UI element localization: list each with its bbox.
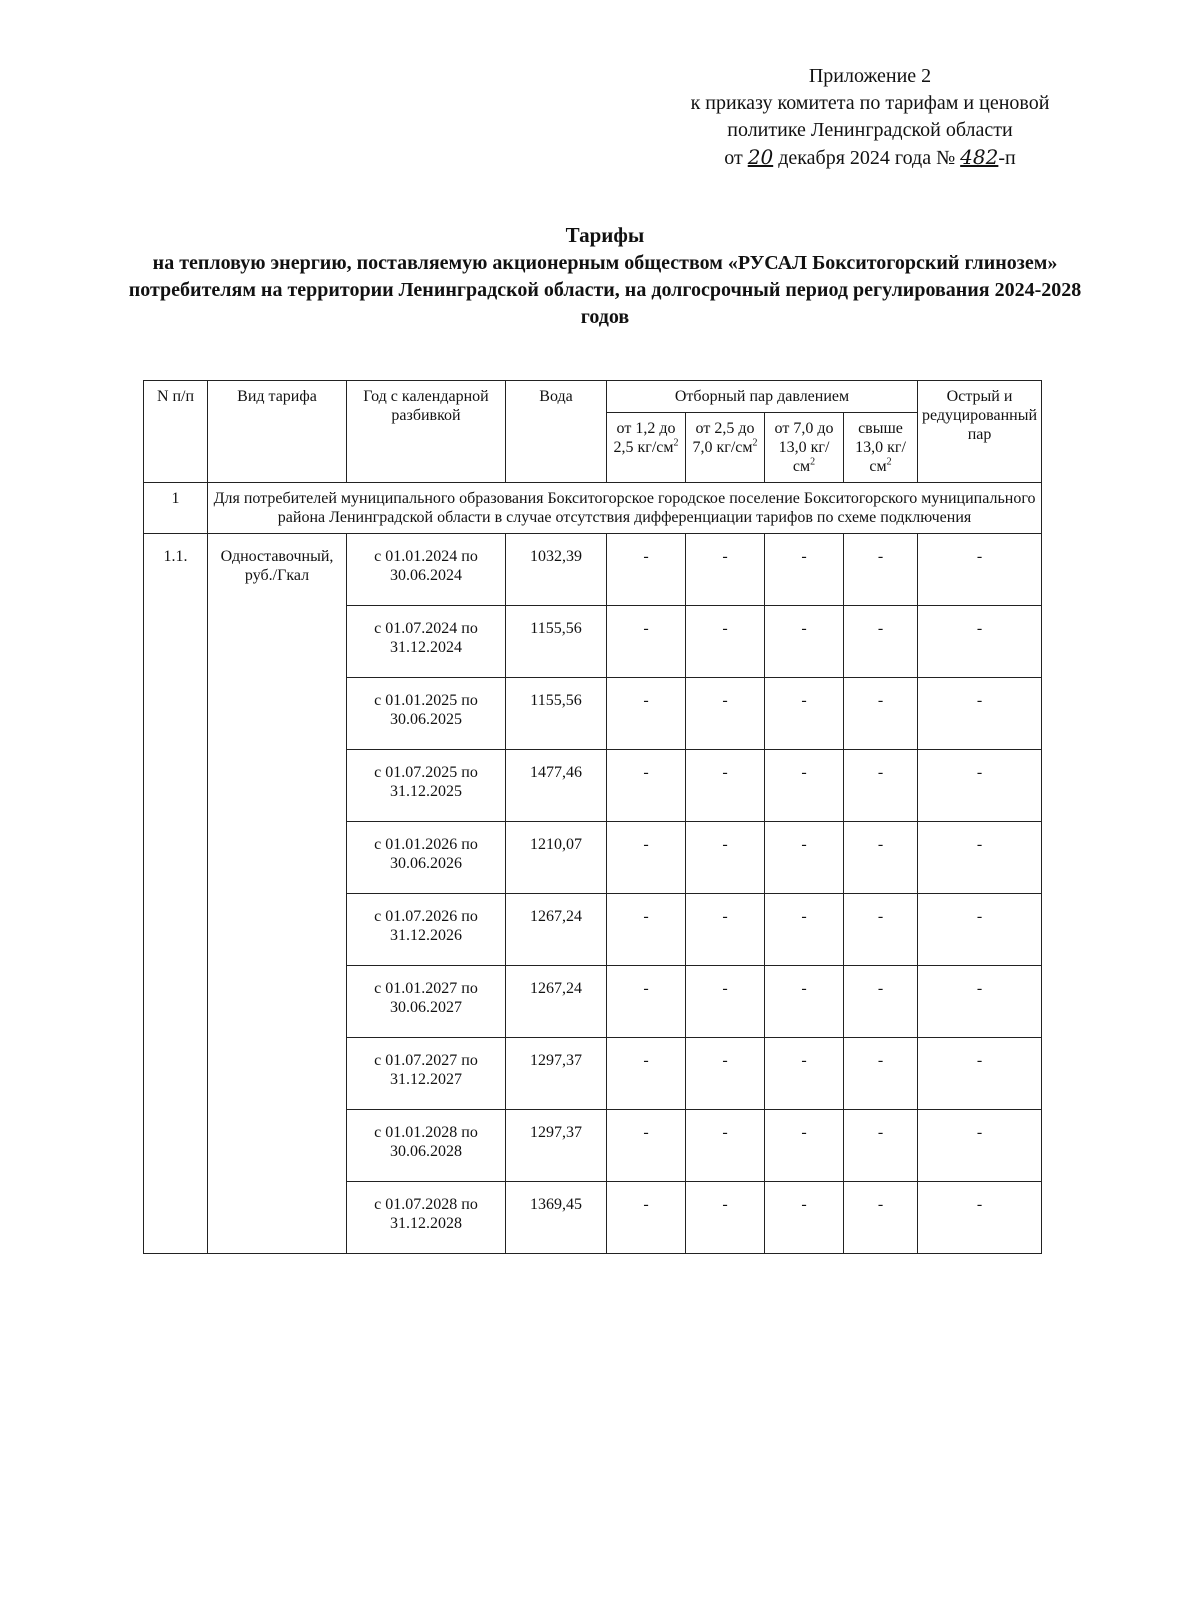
item-kind: Одноставочный, руб./Гкал <box>208 534 347 1254</box>
handwritten-day: 20 <box>747 145 774 169</box>
water-value-cell: 1477,46 <box>506 750 607 822</box>
water-value-cell: 1267,24 <box>506 966 607 1038</box>
empty-value-cell: - <box>918 606 1042 678</box>
header-water: Вода <box>506 381 607 483</box>
appendix-date-line <box>620 144 1120 172</box>
appendix-line2: к приказу комитета по тарифам и ценовой <box>690 92 1050 114</box>
title-subtitle: на тепловую энергию, поставляемую акционерным обществом «РУСАЛ Бокситогорский глинозем» потребителям на территории Ленинградской области, на долгосрочный период регулирования 2024-2028 годов <box>128 252 1082 328</box>
document-title <box>110 222 1100 331</box>
empty-value-cell: - <box>844 1038 918 1110</box>
title-main: Тарифы <box>565 223 645 247</box>
empty-value-cell: - <box>607 750 686 822</box>
empty-value-cell: - <box>918 822 1042 894</box>
period-cell: с 01.07.2024 по 31.12.2024 <box>347 606 506 678</box>
empty-value-cell: - <box>844 822 918 894</box>
appendix-header <box>620 63 1120 172</box>
empty-value-cell: - <box>918 1038 1042 1110</box>
empty-value-cell: - <box>686 1110 765 1182</box>
empty-value-cell: - <box>765 1038 844 1110</box>
empty-value-cell: - <box>918 534 1042 606</box>
header-year: Год с календарной разбивкой <box>347 381 506 483</box>
empty-value-cell: - <box>686 1038 765 1110</box>
header-steam-3: от 7,0 до 13,0 $кг/см^2$ <box>765 413 844 483</box>
empty-value-cell: - <box>607 894 686 966</box>
empty-value-cell: - <box>844 678 918 750</box>
water-value-cell: 1210,07 <box>506 822 607 894</box>
empty-value-cell: - <box>607 606 686 678</box>
empty-value-cell: - <box>918 1182 1042 1254</box>
water-value-cell: 1297,37 <box>506 1110 607 1182</box>
empty-value-cell: - <box>765 822 844 894</box>
empty-value-cell: - <box>607 678 686 750</box>
tariff-table <box>143 380 1042 1254</box>
group-num: 1 <box>144 483 208 534</box>
period-cell: с 01.07.2027 по 31.12.2027 <box>347 1038 506 1110</box>
empty-value-cell: - <box>918 678 1042 750</box>
item-num: 1.1. <box>144 534 208 1254</box>
empty-value-cell: - <box>765 606 844 678</box>
empty-value-cell: - <box>607 966 686 1038</box>
empty-value-cell: - <box>844 534 918 606</box>
group-row <box>144 483 1042 534</box>
empty-value-cell: - <box>918 966 1042 1038</box>
empty-value-cell: - <box>844 1110 918 1182</box>
period-cell: с 01.01.2028 по 30.06.2028 <box>347 1110 506 1182</box>
empty-value-cell: - <box>765 1110 844 1182</box>
empty-value-cell: - <box>765 678 844 750</box>
empty-value-cell: - <box>765 534 844 606</box>
empty-value-cell: - <box>844 1182 918 1254</box>
empty-value-cell: - <box>765 750 844 822</box>
appendix-line1: Приложение 2 <box>808 65 932 87</box>
empty-value-cell: - <box>765 894 844 966</box>
empty-value-cell: - <box>844 750 918 822</box>
header-num: N п/п <box>144 381 208 483</box>
appendix-line3: политике Ленинградской области <box>727 119 1013 141</box>
empty-value-cell: - <box>918 894 1042 966</box>
water-value-cell: 1297,37 <box>506 1038 607 1110</box>
period-cell: с 01.01.2025 по 30.06.2025 <box>347 678 506 750</box>
table-row <box>144 534 1042 606</box>
header-sharp-steam: Острый и редуцированный пар <box>918 381 1042 483</box>
period-cell: с 01.01.2027 по 30.06.2027 <box>347 966 506 1038</box>
empty-value-cell: - <box>607 1110 686 1182</box>
header-steam-4: свыше 13,0 $кг/см^2$ <box>844 413 918 483</box>
header-steam: Отборный пар давлением <box>607 381 918 413</box>
empty-value-cell: - <box>607 822 686 894</box>
empty-value-cell: - <box>686 1182 765 1254</box>
period-cell: с 01.01.2024 по 30.06.2024 <box>347 534 506 606</box>
empty-value-cell: - <box>765 966 844 1038</box>
header-steam-2: от 2,5 до 7,0 $кг/см^2$ <box>686 413 765 483</box>
empty-value-cell: - <box>686 966 765 1038</box>
group-text: Для потребителей муниципального образования Бокситогорское городское поселение Бокситогорского муниципального района Ленинградской области в случае отсутствия дифференциации тарифов по схеме подключения <box>208 483 1042 534</box>
empty-value-cell: - <box>686 534 765 606</box>
empty-value-cell: - <box>607 534 686 606</box>
empty-value-cell: - <box>844 894 918 966</box>
empty-value-cell: - <box>844 606 918 678</box>
empty-value-cell: - <box>765 1182 844 1254</box>
water-value-cell: 1369,45 <box>506 1182 607 1254</box>
water-value-cell: 1155,56 <box>506 606 607 678</box>
period-cell: с 01.01.2026 по 30.06.2026 <box>347 822 506 894</box>
empty-value-cell: - <box>686 678 765 750</box>
empty-value-cell: - <box>607 1182 686 1254</box>
water-value-cell: 1267,24 <box>506 894 607 966</box>
empty-value-cell: - <box>686 750 765 822</box>
empty-value-cell: - <box>686 894 765 966</box>
empty-value-cell: - <box>918 750 1042 822</box>
empty-value-cell: - <box>686 606 765 678</box>
empty-value-cell: - <box>918 1110 1042 1182</box>
period-cell: с 01.07.2025 по 31.12.2025 <box>347 750 506 822</box>
header-steam-1: от 1,2 до 2,5 $кг/см^2$ <box>607 413 686 483</box>
period-cell: с 01.07.2028 по 31.12.2028 <box>347 1182 506 1254</box>
empty-value-cell: - <box>844 966 918 1038</box>
period-cell: с 01.07.2026 по 31.12.2026 <box>347 894 506 966</box>
water-value-cell: 1032,39 <box>506 534 607 606</box>
date-middle: декабря 2024 года № <box>778 147 956 169</box>
water-value-cell: 1155,56 <box>506 678 607 750</box>
date-prefix: от <box>724 147 743 169</box>
handwritten-order-number: 482 <box>960 145 999 169</box>
empty-value-cell: - <box>607 1038 686 1110</box>
empty-value-cell: - <box>686 822 765 894</box>
header-kind: Вид тарифа <box>208 381 347 483</box>
number-suffix: -п <box>998 147 1016 169</box>
